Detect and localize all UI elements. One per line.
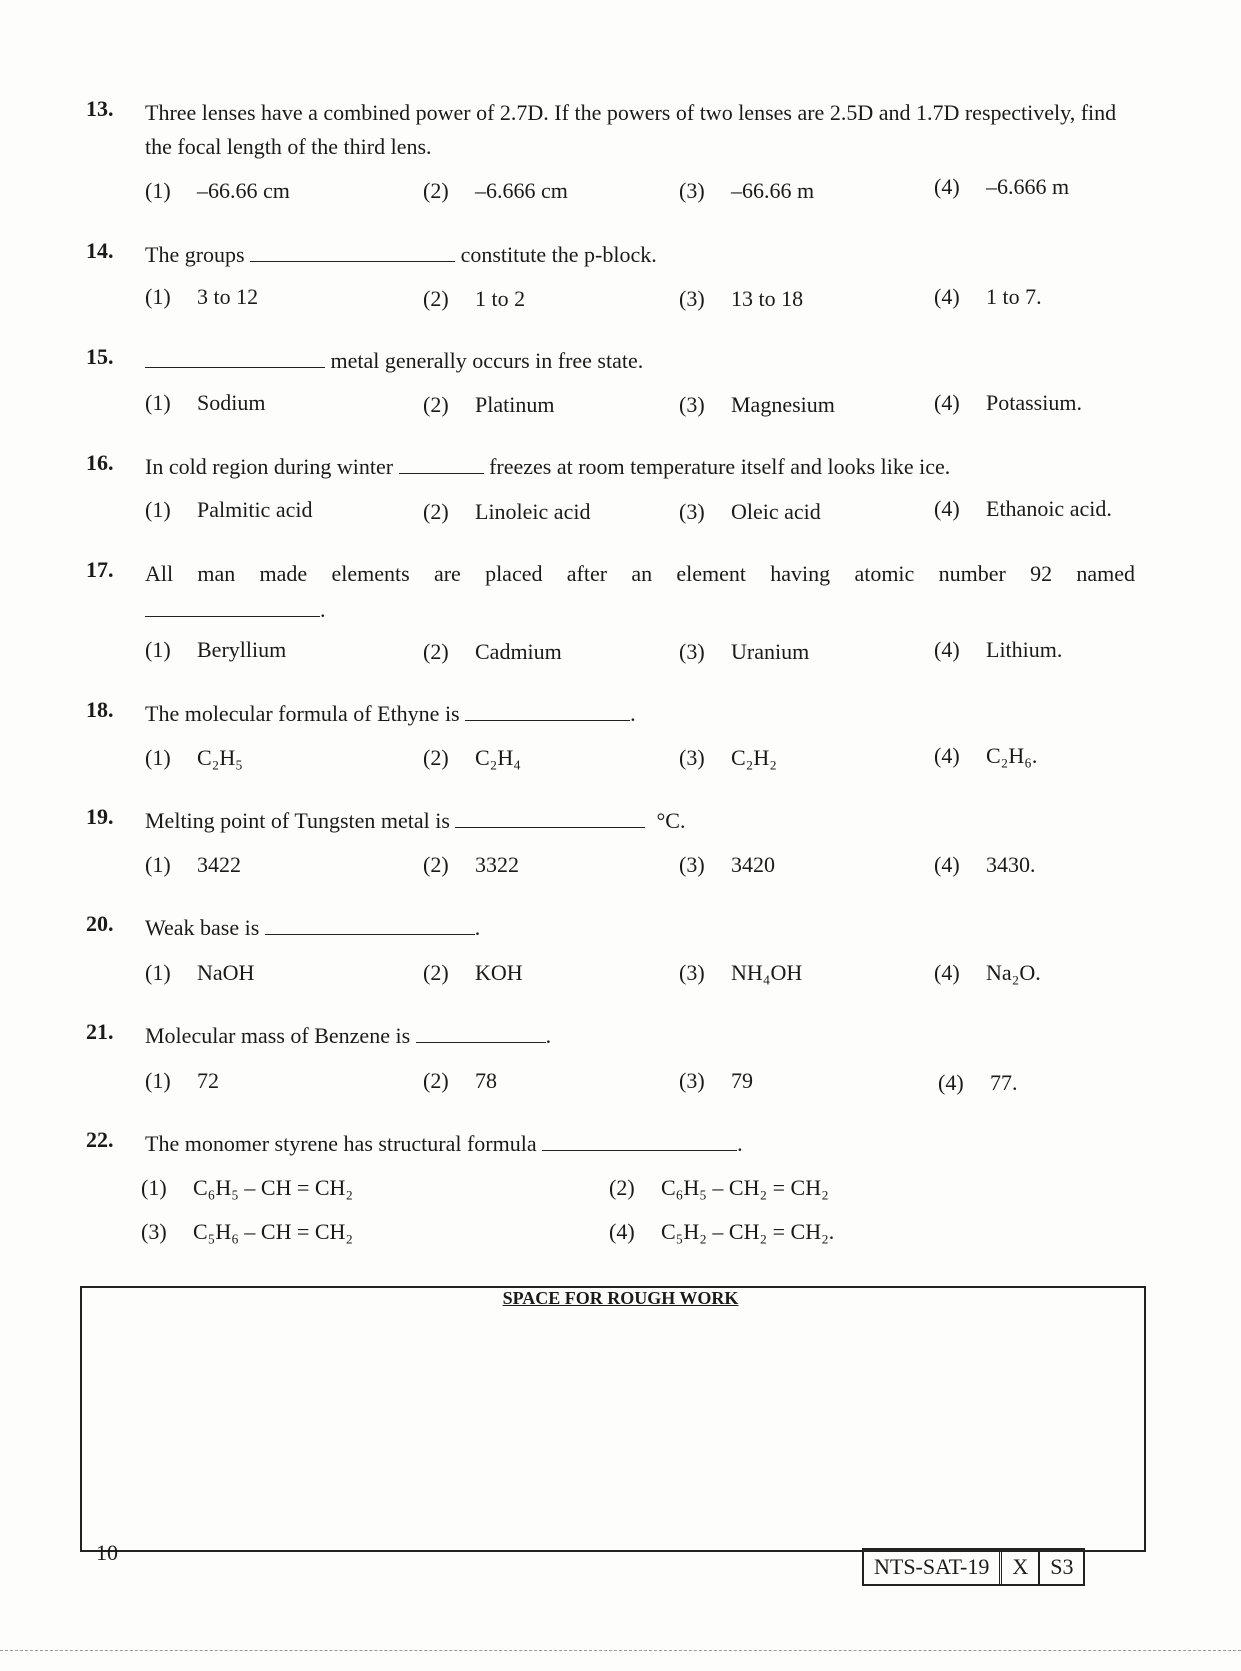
option-2[interactable]: [609, 1175, 829, 1201]
option-text: Potassium.: [986, 390, 1082, 415]
option-number: (4): [934, 743, 960, 768]
option-3[interactable]: [679, 639, 809, 665]
option-3[interactable]: [679, 499, 821, 525]
option-4[interactable]: [934, 284, 1042, 310]
option-text: Magnesium: [731, 392, 835, 417]
option-1[interactable]: [145, 637, 286, 663]
option-text: Palmitic acid: [197, 497, 313, 522]
option-4[interactable]: [934, 960, 1041, 986]
option-2[interactable]: [423, 960, 523, 986]
footer-code-test: NTS-SAT-19: [864, 1550, 1002, 1584]
option-text: 1 to 7.: [986, 284, 1042, 309]
question-number: 19.: [86, 804, 114, 829]
answer-blank[interactable]: [542, 1132, 737, 1151]
option-2[interactable]: [423, 1068, 497, 1094]
option-number: (3): [679, 286, 705, 311]
option-1[interactable]: [145, 497, 312, 523]
question-text: Weak base is .: [145, 915, 481, 940]
question-number: 20.: [86, 911, 114, 936]
question-text-pre: The monomer styrene has structural formula: [145, 1131, 537, 1156]
option-number: (4): [609, 1219, 635, 1244]
option-text: –66.66 cm: [197, 178, 290, 203]
question-number: 15.: [86, 344, 114, 369]
option-text: Platinum: [475, 392, 555, 417]
option-text: 72: [197, 1068, 219, 1093]
option-3[interactable]: [679, 745, 777, 771]
option-number: (4): [934, 960, 960, 985]
question-text-post: metal generally occurs in free state.: [330, 348, 644, 373]
option-text: –6.666 m: [986, 174, 1070, 199]
option-number: (1): [145, 637, 171, 662]
question-text: [145, 804, 1135, 838]
option-4[interactable]: [938, 1070, 1018, 1096]
option-number: (3): [679, 852, 705, 877]
option-text: 3322: [475, 852, 519, 877]
question-number: 22.: [86, 1127, 114, 1152]
footer-code-set: S3: [1050, 1554, 1074, 1579]
option-number: (2): [609, 1175, 635, 1200]
option-text: Sodium: [197, 390, 266, 415]
option-4[interactable]: [609, 1219, 834, 1245]
option-4[interactable]: [934, 852, 1036, 878]
option-number: (3): [679, 178, 705, 203]
option-number: (4): [938, 1070, 964, 1095]
option-number: (3): [679, 1068, 705, 1093]
page-edge-line: [0, 1650, 1241, 1651]
question-text: The molecular formula of Ethyne is .: [145, 701, 636, 726]
question-text: Three lenses have a combined power of 2.7D. If the powers of two lenses are 2.5D and 1.7D respectively, find the focal length of the third lens.: [145, 100, 1117, 159]
option-text: C₂H₅: [197, 745, 243, 770]
option-text: –66.66 m: [731, 178, 815, 203]
option-number: (2): [423, 178, 449, 203]
option-text: Uranium: [731, 639, 810, 664]
question-text: The monomer styrene has structural formula .: [145, 1131, 743, 1156]
option-1[interactable]: [145, 178, 290, 204]
answer-blank[interactable]: [399, 455, 484, 474]
question-number: 21.: [86, 1019, 114, 1044]
option-text: NaOH: [197, 960, 255, 985]
answer-blank[interactable]: [145, 598, 320, 617]
option-number: (1): [145, 390, 171, 415]
answer-blank[interactable]: [250, 243, 455, 262]
question-text-pre: The molecular formula of Ethyne is: [145, 701, 460, 726]
option-number: (1): [145, 1068, 171, 1093]
option-3[interactable]: [679, 852, 775, 878]
option-number: (3): [141, 1219, 167, 1244]
question-number: 17.: [86, 557, 114, 582]
footer-code: [862, 1548, 1085, 1586]
rough-work-title: SPACE FOR ROUGH WORK: [502, 1288, 739, 1308]
answer-blank[interactable]: [455, 809, 645, 828]
option-1[interactable]: [145, 1068, 219, 1094]
option-number: (1): [145, 852, 171, 877]
option-text: C₅H₆ – CH = CH₂: [193, 1219, 354, 1244]
option-text: 3422: [197, 852, 241, 877]
question-text-pre: Weak base is: [145, 915, 260, 940]
option-text: 3 to 12: [197, 284, 259, 309]
option-1[interactable]: [145, 390, 265, 416]
option-text: 3430.: [986, 852, 1036, 877]
answer-blank[interactable]: [416, 1024, 546, 1043]
question-number: 14.: [86, 238, 114, 263]
option-text: NH₄OH: [731, 960, 803, 985]
option-text: C₆H₅ – CH = CH₂: [193, 1175, 354, 1200]
option-text: C₂H₂: [731, 745, 777, 770]
question-text-pre: The groups: [145, 242, 245, 267]
option-3[interactable]: [679, 286, 803, 312]
option-3[interactable]: [141, 1219, 353, 1245]
option-number: (2): [423, 960, 449, 985]
option-2[interactable]: [423, 178, 568, 204]
option-2[interactable]: [423, 286, 525, 312]
option-text: Lithium.: [986, 637, 1063, 662]
option-4[interactable]: [934, 390, 1082, 416]
option-number: (3): [679, 960, 705, 985]
question-text-pre: Melting point of Tungsten metal is: [145, 808, 450, 833]
question-number: 16.: [86, 450, 114, 475]
option-3[interactable]: [679, 392, 835, 418]
option-4[interactable]: [934, 174, 1069, 200]
option-text: Beryllium: [197, 637, 287, 662]
option-1[interactable]: [145, 852, 241, 878]
option-number: (2): [423, 639, 449, 664]
option-text: 78: [475, 1068, 497, 1093]
option-2[interactable]: [423, 499, 590, 525]
option-4[interactable]: [934, 743, 1037, 769]
option-number: (4): [934, 390, 960, 415]
option-2[interactable]: [423, 852, 519, 878]
option-number: (2): [423, 852, 449, 877]
question-text: [145, 450, 1135, 484]
question-number: 13.: [86, 96, 114, 121]
footer-code-class: X: [1002, 1550, 1040, 1584]
option-text: C₅H₂ – CH₂ = CH₂.: [661, 1219, 835, 1244]
option-number: (4): [934, 852, 960, 877]
question-text-post: °C.: [656, 808, 686, 833]
option-number: (2): [423, 286, 449, 311]
answer-line: .: [145, 597, 326, 623]
question-text-pre: In cold region during winter: [145, 454, 394, 479]
option-text: C₂H₄: [475, 745, 521, 770]
option-text: 13 to 18: [731, 286, 804, 311]
option-number: (4): [934, 174, 960, 199]
option-number: (3): [679, 745, 705, 770]
question-text: [145, 344, 1135, 378]
option-text: KOH: [475, 960, 523, 985]
question-text: [145, 238, 1135, 272]
option-text: 79: [731, 1068, 753, 1093]
option-1[interactable]: [145, 960, 254, 986]
option-1[interactable]: [145, 284, 258, 310]
option-4[interactable]: [934, 637, 1062, 663]
option-number: (3): [679, 639, 705, 664]
option-text: Ethanoic acid.: [986, 496, 1112, 521]
option-text: C₂H₆.: [986, 743, 1038, 768]
option-number: (3): [679, 392, 705, 417]
option-text: 77.: [990, 1070, 1018, 1095]
option-number: (1): [145, 178, 171, 203]
rough-work-box[interactable]: [80, 1286, 1146, 1552]
option-text: Oleic acid: [731, 499, 821, 524]
option-number: (1): [141, 1175, 167, 1200]
option-3[interactable]: [679, 1068, 753, 1094]
option-3[interactable]: [679, 960, 802, 986]
option-1[interactable]: [145, 745, 243, 771]
question-text: Molecular mass of Benzene is .: [145, 1023, 552, 1048]
option-2[interactable]: [423, 392, 554, 418]
option-number: (3): [679, 499, 705, 524]
option-text: –6.666 cm: [475, 178, 568, 203]
option-number: (2): [423, 499, 449, 524]
option-2[interactable]: [423, 639, 562, 665]
answer-blank[interactable]: [265, 916, 475, 935]
answer-blank[interactable]: [145, 349, 325, 368]
option-number: (4): [934, 284, 960, 309]
option-3[interactable]: [679, 178, 814, 204]
option-number: (2): [423, 1068, 449, 1093]
option-text: 1 to 2: [475, 286, 526, 311]
option-number: (1): [145, 745, 171, 770]
option-text: Na₂O.: [986, 960, 1041, 985]
question-text-post: freezes at room temperature itself and looks like ice.: [489, 454, 951, 479]
option-text: 3420: [731, 852, 775, 877]
page-number: 10: [96, 1540, 118, 1565]
option-text: C₆H₅ – CH₂ = CH₂: [661, 1175, 829, 1200]
question-text-post: constitute the p-block.: [460, 242, 657, 267]
option-number: (1): [145, 284, 171, 309]
option-number: (4): [934, 496, 960, 521]
option-number: (4): [934, 637, 960, 662]
question-number: 18.: [86, 697, 114, 722]
answer-blank[interactable]: [465, 702, 630, 721]
option-1[interactable]: [141, 1175, 353, 1201]
option-number: (1): [145, 497, 171, 522]
question-text-pre: Molecular mass of Benzene is: [145, 1023, 411, 1048]
option-text: Cadmium: [475, 639, 562, 664]
option-text: Linoleic acid: [475, 499, 591, 524]
option-number: (2): [423, 392, 449, 417]
option-4[interactable]: [934, 496, 1112, 522]
option-number: (1): [145, 960, 171, 985]
question-text: All man made elements are placed after an element having atomic number 92 named: [145, 561, 1135, 586]
option-number: (2): [423, 745, 449, 770]
option-2[interactable]: [423, 745, 521, 771]
